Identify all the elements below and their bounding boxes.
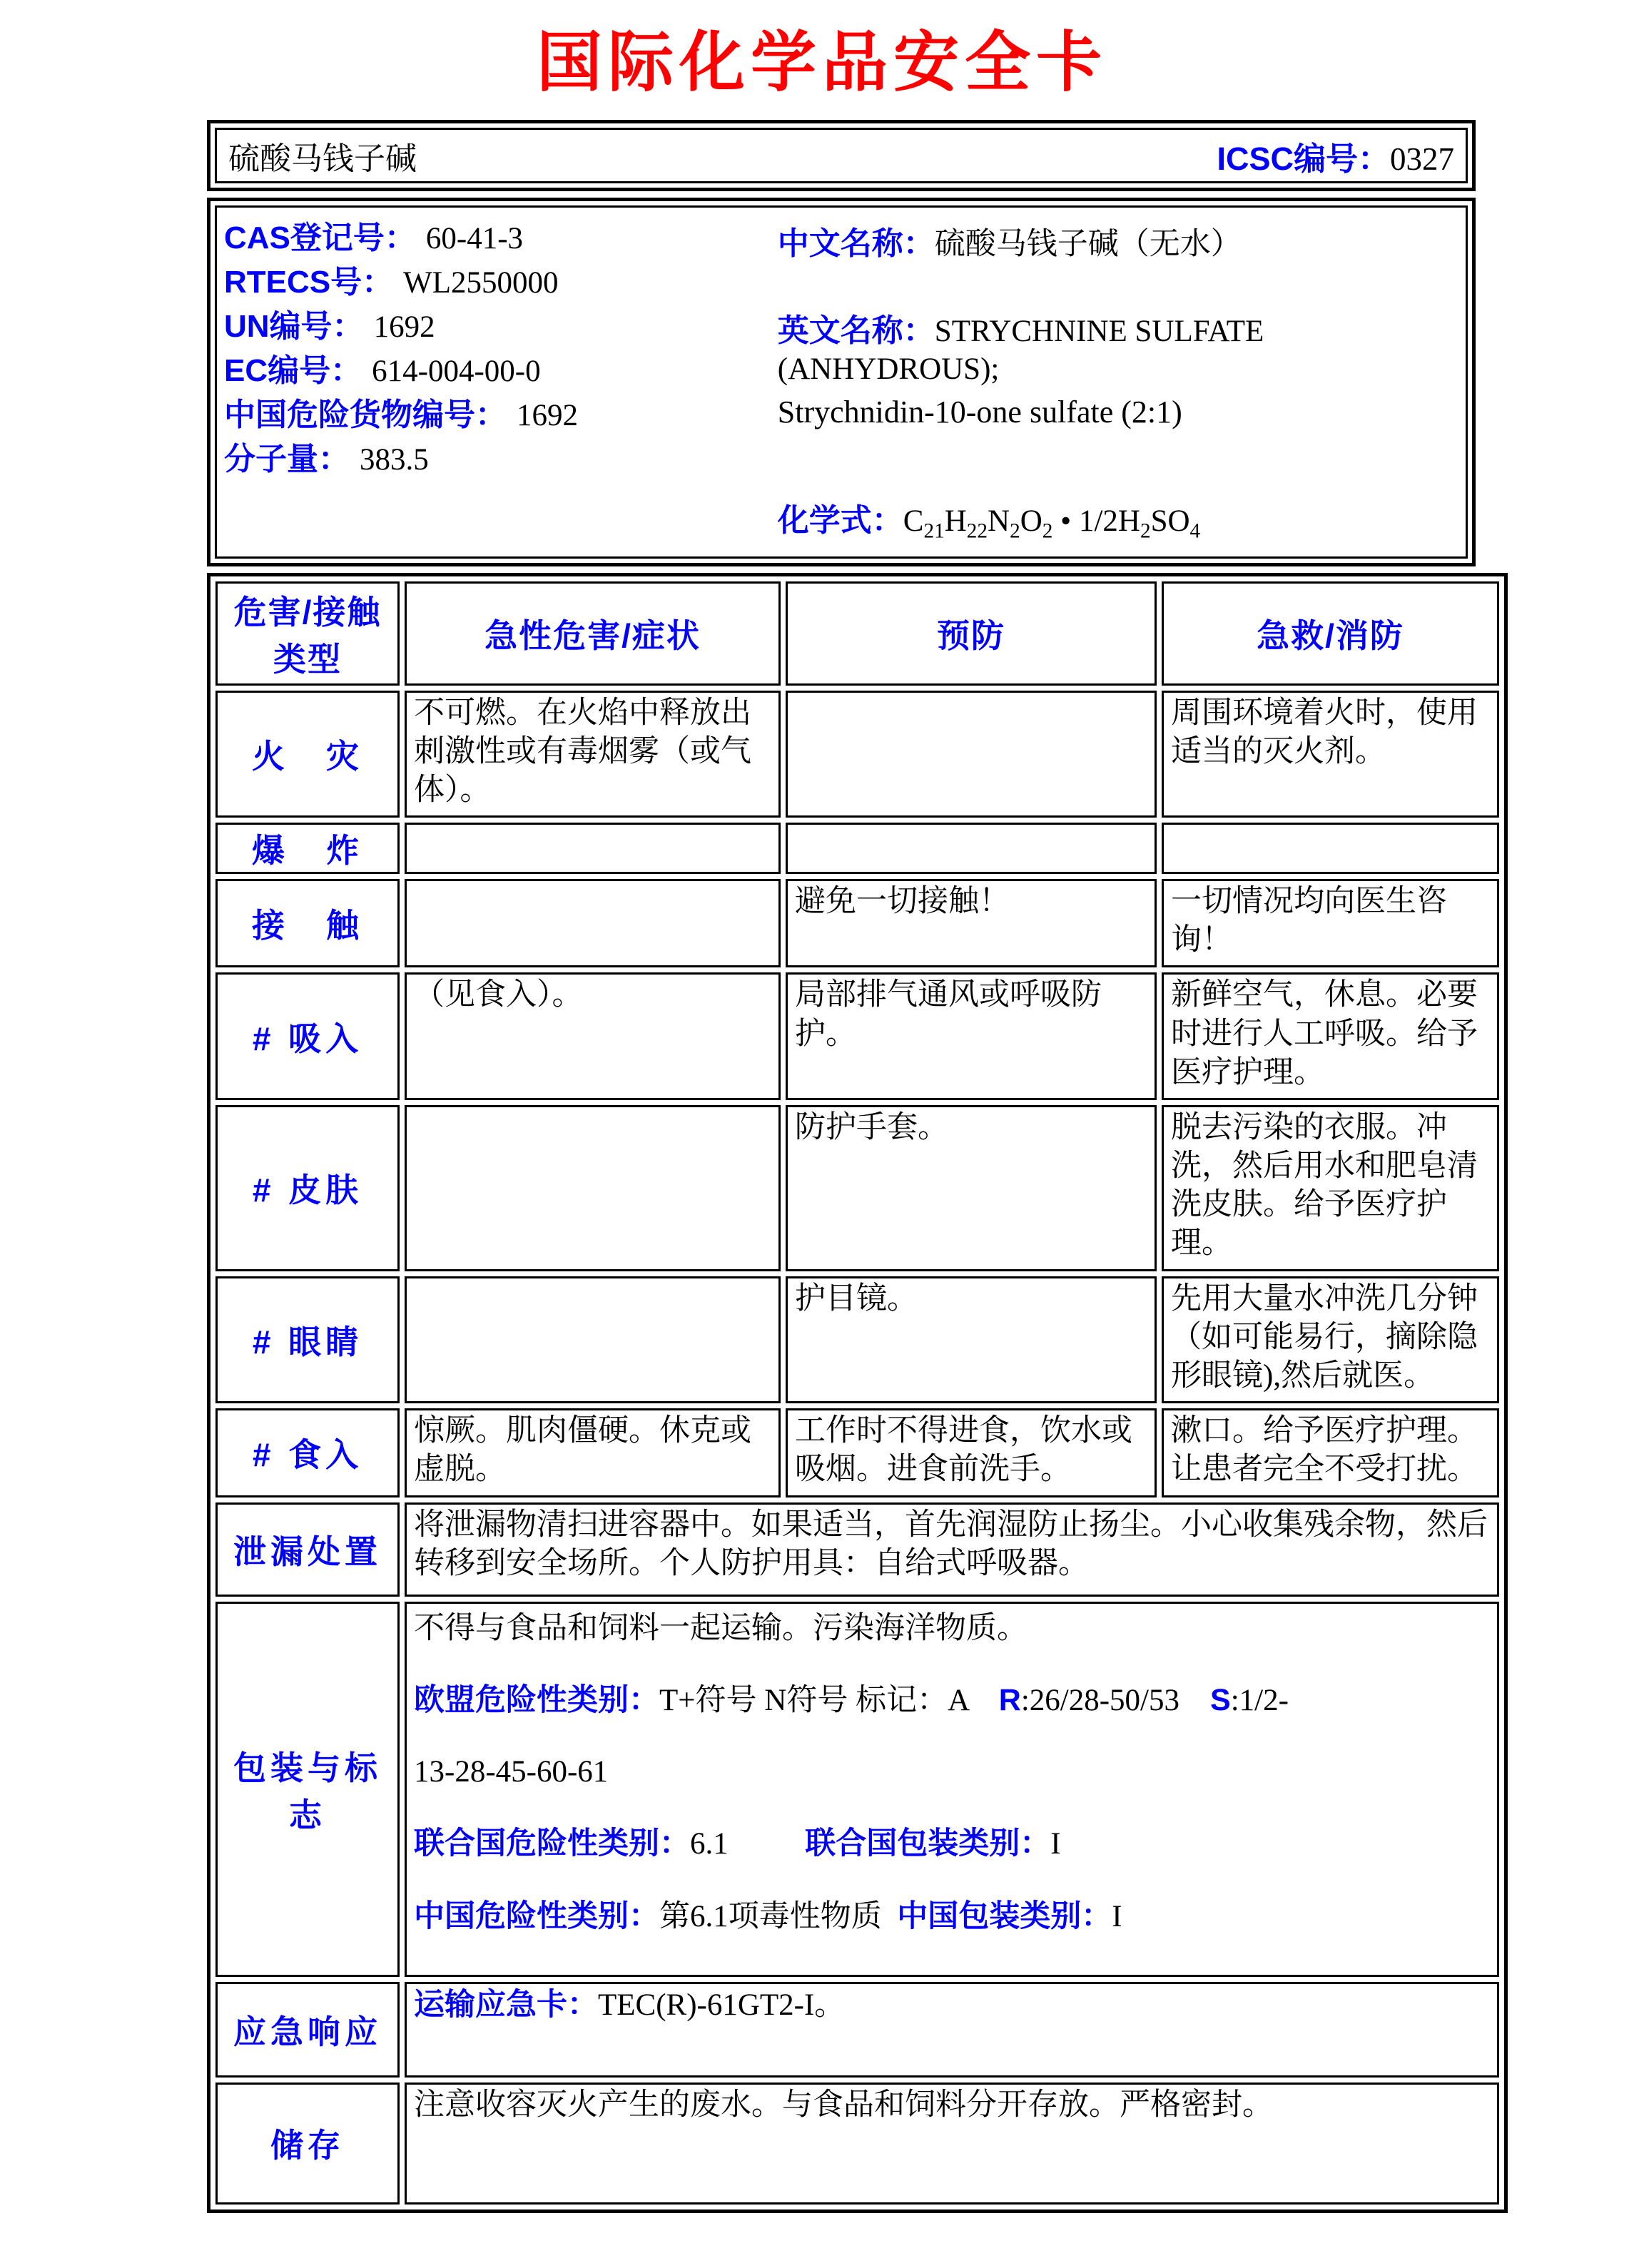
identifier-line: [224, 437, 778, 482]
formula-segment: • 1/2H: [1052, 504, 1140, 538]
identifier-value: WL2550000: [403, 266, 559, 300]
row-label: 爆 炸: [215, 823, 400, 874]
prevention-cell: 局部排气通风或呼吸防护。: [786, 972, 1157, 1100]
identifier-label: RTECS号：: [224, 265, 394, 300]
first-aid-cell: 一切情况均向医生咨询！: [1162, 879, 1499, 967]
prevention-cell: [786, 691, 1157, 818]
formula-segment: O: [1020, 504, 1042, 538]
content-line: [414, 1985, 1488, 2025]
icsc-number: 0327: [1390, 141, 1454, 177]
content-line: [414, 1506, 1488, 1583]
identifier-label: 分子量：: [224, 442, 350, 477]
field-value: 注意收容灭火产生的废水。与食品和饲料分开存放。严格密封。: [414, 2088, 1273, 2122]
formula-subscript: 21: [923, 519, 945, 543]
symptoms-cell: [405, 879, 781, 967]
emergency-row: [215, 1982, 1499, 2078]
header-bar: [215, 128, 1468, 183]
spill-content: [405, 1502, 1499, 1597]
formula-subscript: 22: [966, 519, 988, 543]
icsc-label: ICSC编号：: [1217, 140, 1390, 177]
first-aid-cell: 周围环境着火时，使用适当的灭火剂。: [1162, 691, 1499, 818]
packing-row: [215, 1602, 1499, 1977]
header-bar-box: [207, 120, 1476, 191]
emergency-content: [405, 1982, 1499, 2078]
formula-segment: H: [944, 504, 967, 538]
field-label: 联合国危险性类别：: [414, 1826, 690, 1861]
content-line: [414, 2086, 1488, 2125]
storage-row: [215, 2083, 1499, 2205]
hazard-row: [215, 823, 1499, 874]
formula-segment: N: [988, 504, 1010, 538]
field-value: T+符号 N符号 标记：A: [659, 1684, 999, 1718]
chemical-formula: [903, 504, 1201, 543]
prevention-cell: 避免一切接触！: [786, 879, 1157, 967]
identifier-line: [224, 216, 778, 260]
identifier-label: UN编号：: [224, 309, 364, 344]
formula-segment: SO: [1150, 504, 1190, 538]
identifier-value: 614-004-00-0: [372, 355, 541, 388]
spill-row: [215, 1502, 1499, 1597]
hazard-table-header: [215, 581, 1499, 686]
identifier-line: [224, 260, 778, 305]
chinese-name-label: 中文名称：: [777, 226, 935, 261]
hazard-row: [215, 1105, 1499, 1271]
field-label: S: [1210, 1683, 1231, 1718]
row-label: 应急响应: [215, 1982, 400, 2078]
first-aid-cell: 脱去污染的衣服。冲洗，然后用水和肥皂清洗皮肤。给予医疗护理。: [1162, 1105, 1499, 1271]
hazard-row: [215, 1276, 1499, 1404]
content-line: [414, 1753, 1488, 1791]
hazard-table: [207, 573, 1508, 2213]
chinese-name-line: [778, 218, 1454, 263]
field-label: 联合国包装类别：: [805, 1826, 1051, 1861]
col-hazard-type: 危害/接触类型: [215, 581, 400, 686]
row-label: 泄漏处置: [215, 1502, 400, 1597]
row-label: 火 灾: [215, 691, 400, 818]
field-label: 运输应急卡：: [414, 1987, 598, 2022]
field-label: R: [998, 1683, 1021, 1718]
first-aid-cell: 先用大量水冲洗几分钟（如可能易行，摘除隐形眼镜),然后就医。: [1162, 1276, 1499, 1404]
identifier-line: [224, 305, 778, 349]
english-name-value-2: Strychnidin-10-one sulfate (2:1): [777, 395, 1182, 429]
symptoms-cell: [405, 1105, 781, 1271]
identifiers-section: [215, 205, 1468, 559]
identifier-list: [224, 216, 778, 544]
formula-subscript: 2: [1042, 519, 1053, 543]
row-label: 接 触: [215, 879, 400, 967]
symptoms-cell: 不可燃。在火焰中释放出刺激性或有毒烟雾（或气体）。: [405, 691, 781, 818]
content-line: [414, 1897, 1488, 1936]
hazard-row: [215, 691, 1499, 818]
document-content: [207, 120, 1488, 2213]
field-label: 中国包装类别：: [897, 1898, 1112, 1933]
names-and-formula: [778, 216, 1454, 544]
identifier-value: 1692: [373, 310, 435, 344]
first-aid-cell: [1162, 823, 1499, 874]
first-aid-cell: 新鲜空气，休息。必要时进行人工呼吸。给予医疗护理。: [1162, 972, 1499, 1100]
field-value: 6.1: [690, 1827, 806, 1861]
icsc-number-field: [1217, 133, 1454, 179]
prevention-cell: 护目镜。: [786, 1276, 1157, 1404]
field-value: 不得与食品和饲料一起运输。污染海洋物质。: [414, 1611, 1028, 1645]
prevention-cell: 防护手套。: [786, 1105, 1157, 1271]
row-label: # 吸入: [215, 972, 400, 1100]
row-label: 储存: [215, 2083, 400, 2205]
field-value: I: [1112, 1899, 1122, 1933]
hazard-row: [215, 879, 1499, 967]
first-aid-cell: 漱口。给予医疗护理。让患者完全不受打扰。: [1162, 1408, 1499, 1497]
field-value: 第6.1项毒性物质: [659, 1899, 898, 1933]
col-symptoms: 急性危害/症状: [405, 581, 781, 686]
identifier-value: 60-41-3: [425, 222, 524, 255]
hazard-row: [215, 972, 1499, 1100]
identifier-value: 1692: [517, 399, 578, 432]
field-value: 13-28-45-60-61: [414, 1755, 609, 1789]
field-value: :1/2-: [1230, 1684, 1289, 1718]
identifier-value: 383.5: [360, 443, 429, 477]
row-label: # 皮肤: [215, 1105, 400, 1271]
english-name-line: [778, 305, 1454, 387]
storage-content: [405, 2083, 1499, 2205]
symptoms-cell: 惊厥。肌肉僵硬。休克或虚脱。: [405, 1408, 781, 1497]
identifier-label: 中国危险货物编号：: [224, 397, 507, 432]
content-line: [414, 1610, 1488, 1648]
formula-subscript: 2: [1010, 519, 1020, 543]
english-name-label: 英文名称：: [777, 313, 935, 348]
hazard-row: [215, 1408, 1499, 1497]
formula-subscript: 4: [1189, 519, 1201, 543]
identifiers-box: [207, 198, 1476, 566]
chemical-name: 硫酸马钱子碱: [228, 141, 417, 176]
symptoms-cell: [405, 823, 781, 874]
identifier-label: EC编号：: [224, 353, 362, 388]
formula-segment: C: [903, 504, 924, 538]
row-label: # 食入: [215, 1408, 400, 1497]
identifier-label: CAS登记号：: [224, 220, 416, 255]
content-line: [414, 1681, 1488, 1720]
formula-subscript: 2: [1140, 519, 1151, 543]
field-value: TEC(R)-61GT2-I。: [598, 1988, 846, 2022]
prevention-cell: [786, 823, 1157, 874]
prevention-cell: 工作时不得进食，饮水或吸烟。进食前洗手。: [786, 1408, 1157, 1497]
field-value: 将泄漏物清扫进容器中。如果适当，首先润湿防止扬尘。小心收集残余物，然后转移到安全场所。个人防护用具：自给式呼吸器。: [414, 1507, 1488, 1580]
row-label: 包装与标志: [215, 1602, 400, 1977]
symptoms-cell: （见食入）。: [405, 972, 781, 1100]
formula-label: 化学式：: [777, 503, 903, 538]
identifier-line: [224, 393, 778, 437]
chinese-name-value: 硫酸马钱子碱（无水）: [934, 228, 1242, 261]
identifier-line: [224, 349, 778, 393]
field-value: :26/28-50/53: [1020, 1684, 1210, 1718]
field-label: 中国危险性类别：: [414, 1898, 659, 1933]
english-name-value: STRYCHNINE SULFATE (ANHYDROUS);: [777, 315, 1272, 386]
col-first-aid: 急救/消防: [1162, 581, 1499, 686]
page-title: 国际化学品安全卡: [536, 24, 1107, 101]
formula-line: [778, 494, 1454, 544]
field-label: 欧盟危险性类别：: [414, 1683, 659, 1718]
row-label: # 眼睛: [215, 1276, 400, 1404]
symptoms-cell: [405, 1276, 781, 1404]
field-value: I: [1050, 1827, 1061, 1861]
content-line: [414, 1824, 1488, 1863]
col-prevention: 预防: [786, 581, 1157, 686]
packing-content: [405, 1602, 1499, 1977]
